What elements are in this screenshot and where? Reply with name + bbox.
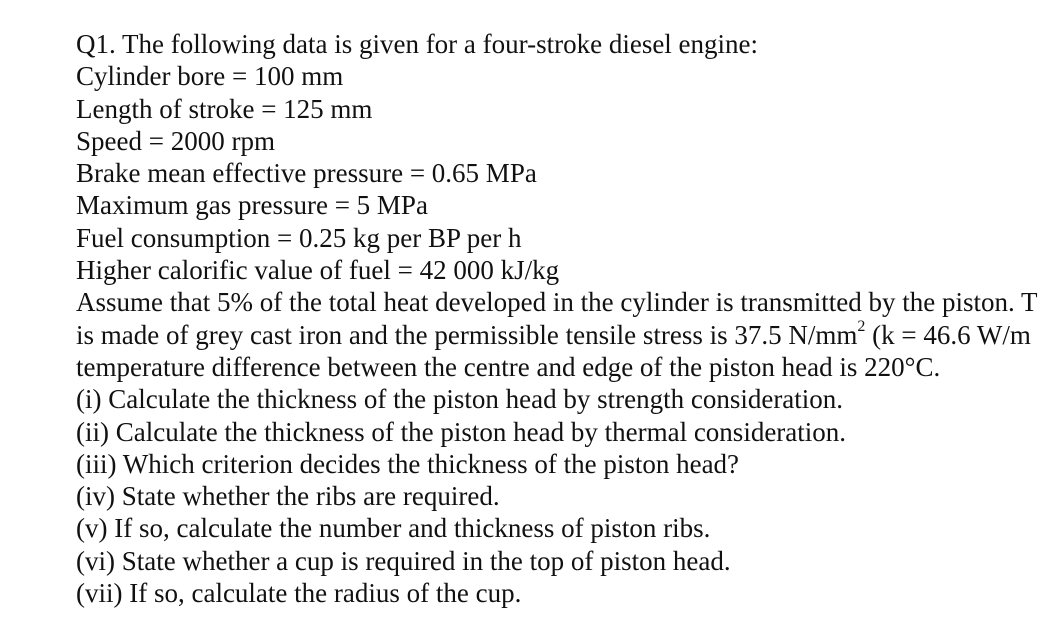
- question-item-iv: (iv) State whether the ribs are required.: [76, 481, 500, 512]
- question-item-vi: (vi) State whether a cup is required in the top of piston head.: [76, 545, 731, 576]
- problem-title: Q1. The following data is given for a four-stroke diesel engine:: [76, 29, 759, 59]
- given-cylinder-bore: Cylinder bore = 100 mm: [76, 61, 344, 92]
- given-calorific-value: Higher calorific value of fuel = 42 000 kJ/kg: [76, 255, 560, 286]
- given-data-list: [76, 60, 1063, 286]
- superscript-2: 2: [857, 317, 866, 335]
- given-bmep: Brake mean effective pressure = 0.65 MPa: [76, 158, 537, 189]
- question-item-i: (i) Calculate the thickness of the piston head by strength consideration.: [76, 384, 844, 415]
- question-item-iii: (iii) Which criterion decides the thickness of the piston head?: [76, 448, 740, 479]
- given-speed: Speed = 2000 rpm: [76, 125, 275, 156]
- question-item-ii: (ii) Calculate the thickness of the piston head by thermal consideration.: [76, 416, 847, 447]
- question-item-vii: (vii) If so, calculate the radius of the cup.: [76, 578, 522, 609]
- assumption-line-2: [76, 319, 1063, 351]
- given-max-gas-pressure: Maximum gas pressure = 5 MPa: [76, 190, 428, 221]
- assumption-line-1: Assume that 5% of the total heat developed in the cylinder is transmitted by the piston. T: [76, 287, 1038, 318]
- assumption-line-3: temperature difference between the centre and edge of the piston head is 220°C.: [76, 351, 941, 382]
- assumption-line-2-text: is made of grey cast iron and the permissible tensile stress is 37.5 N/mm: [76, 319, 858, 350]
- problem-document: [76, 28, 1063, 609]
- question-list: [76, 383, 1063, 609]
- assumption-paragraph: [76, 286, 1063, 383]
- assumption-line-2-tail: (k = 46.6 W/m: [865, 319, 1031, 350]
- given-fuel-consumption: Fuel consumption = 0.25 kg per BP per h: [76, 222, 522, 253]
- question-item-v: (v) If so, calculate the number and thickness of piston ribs.: [76, 513, 711, 544]
- given-stroke-length: Length of stroke = 125 mm: [76, 93, 373, 124]
